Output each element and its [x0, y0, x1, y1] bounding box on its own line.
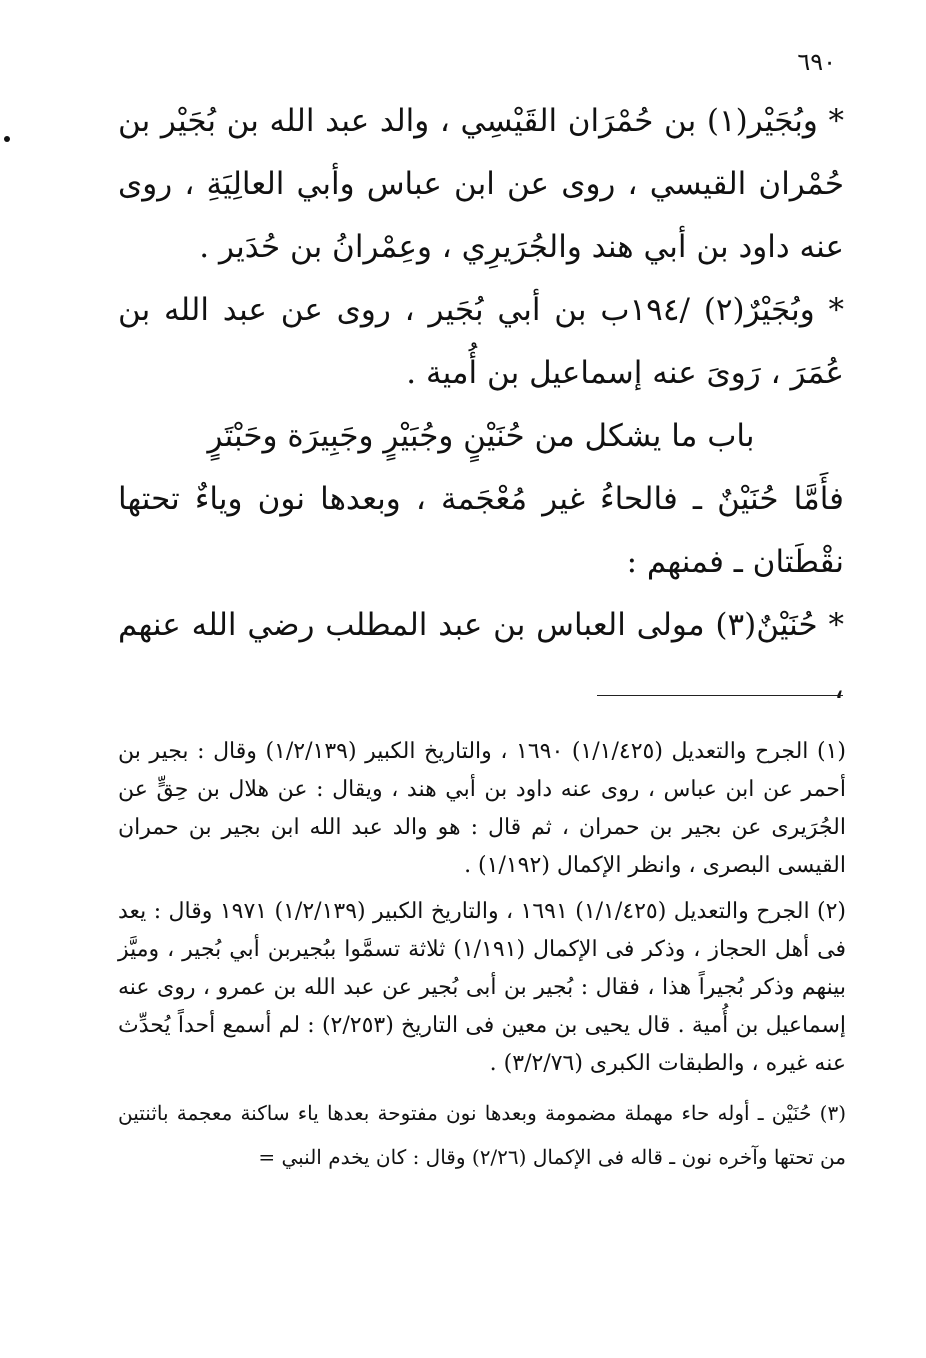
page-number: ٦٩٠ [797, 48, 836, 76]
entry-bujayr-ibn-humran: * وبُجَيْر(١) بن حُمْرَان القَيْسِي ، والد عبد الله بن بُجَيْر بن حُمْران القيسي ، روى عن ابن عباس وأبي العالِيَةِ ، روى عنه داود بن أبي هند والجُرَيرِي ، وعِمْرانُ بن حُدَير . [118, 103, 844, 265]
entry-bujayr-ibn-abi-bujayr: * وبُجَيْرٌ(٢) /١٩٤ب بن أبي بُجَير ، روى عن عبد الله بن عُمَرَ ، رَوىَ عنه إسماعيل بن أُمية . [118, 292, 844, 391]
footnote-1: (١) الجرح والتعديل (١/١/٤٢٥) ١٦٩٠ ، والتاريخ الكبير (١/٢/١٣٩) وقال : بجير بن أحمر عن ابن عباس ، روى عنه داود بن أبي هند ، ويقال : عن هلال بن حِقٍّ عن الجُرَيرى عن بجير بن حمران ، ثم قال : هو والد عبد الله ابن بجير بن حمران القيسى البصرى ، وانظر الإكمال (١/١٩٢) . [118, 739, 846, 878]
footnotes [118, 733, 846, 1187]
main-text [118, 90, 844, 720]
entry-hunayn: * حُنَيْنٌ(٣) مولى العباس بن عبد المطلب رضي الله عنهم ، [118, 607, 845, 706]
section-heading: باب ما يشكل من حُنَيْنٍ وجُبَيْرٍ وجَبِيرَة وحَبْتَرٍ [207, 418, 755, 454]
footnote-3: (٣) حُنَيْن ـ أوله حاء مهملة مضمومة وبعدها نون مفتوحة بعدها ياء ساكنة معجمة باثنتين من تحتها وآخره نون ـ قاله فى الإكمال (٢/٢٦) وقال : كان يخدم النبي = [118, 1101, 846, 1169]
footnote-2: (٢) الجرح والتعديل (١/١/٤٢٥) ١٦٩١ ، والتاريخ الكبير (١/٢/١٣٩) ١٩٧١ وقال : يعد فى أهل الحجاز ، وذكر فى الإكمال (١/١٩١) ثلاثة تسمَّوا ببُجيربن أبي بُجير ، وميَّز بينهم وذكر بُجيراً هذا ، فقال : بُجير بن أبى بُجير عن عبد الله بن عمرو ، روى عنه إسماعيل بن أُمية . قال يحيى بن معين فى التاريخ (٢/٢٥٣) : لم أسمع أحداً يُحدِّث عنه غيره ، والطبقات الكبرى (٣/٢/٧٦) . [118, 899, 847, 1076]
footnote-divider [597, 695, 843, 696]
margin-mark [4, 136, 10, 142]
section-intro: فأَمَّا حُنَيْنٌ ـ فالحاءُ غير مُعْجَمة ، وبعدها نون وياءٌ تحتها نقْطَتان ـ فمنهم : [118, 481, 844, 580]
